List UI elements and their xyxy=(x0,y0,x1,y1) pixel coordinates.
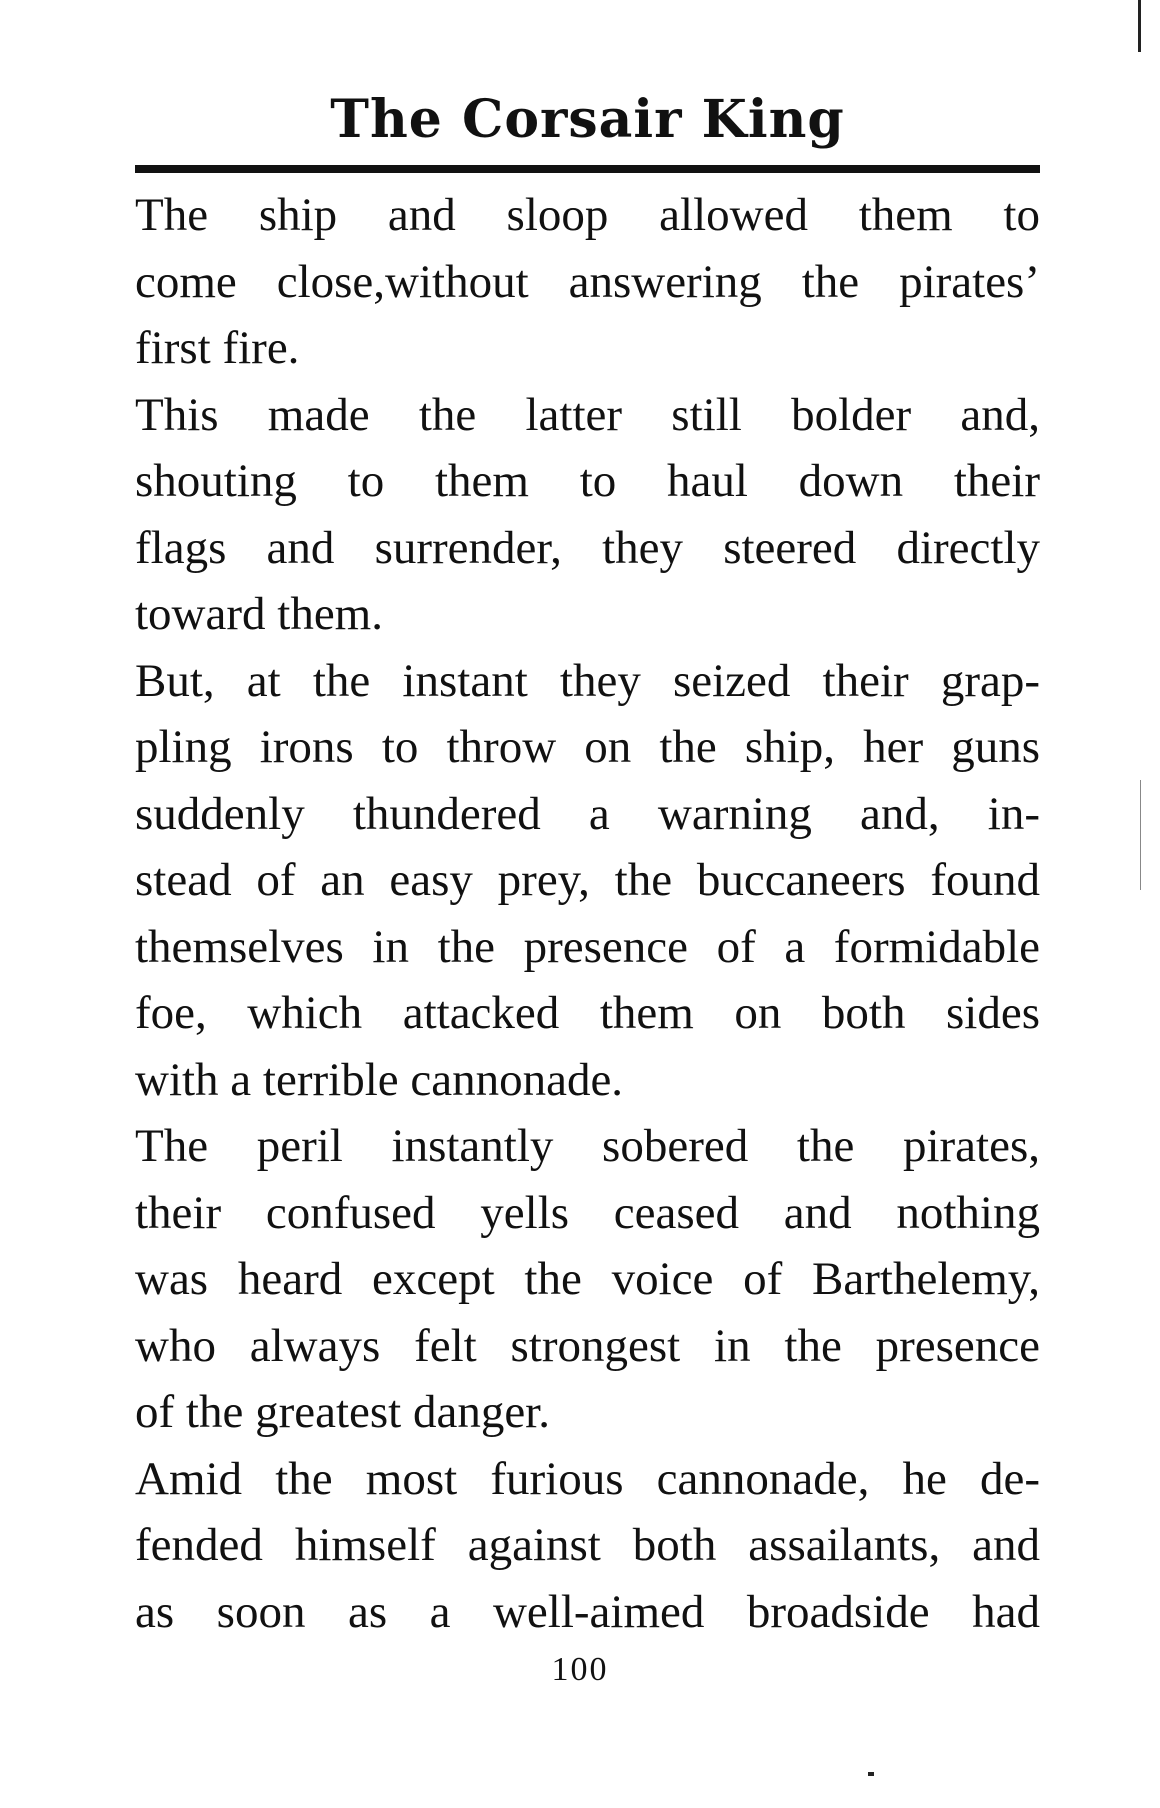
text-line: their confused yells ceased and nothing xyxy=(135,1186,1040,1239)
text-line: toward them. xyxy=(135,588,383,640)
text-line: first fire. xyxy=(135,322,300,374)
text-line: suddenly thundered a warning and, in- xyxy=(135,787,1040,840)
scan-edge-mark xyxy=(1140,780,1141,890)
page-number: 100 xyxy=(551,1651,609,1688)
text-line: fended himself against both assailants, and xyxy=(135,1519,1040,1571)
text-line: as soon as a well-aimed broadside had xyxy=(135,1585,1040,1638)
text-line: who always felt strongest in the presence xyxy=(135,1319,1040,1372)
text-line: come close,without answering the pirates’ xyxy=(135,255,1040,308)
header-rule xyxy=(135,165,1040,173)
scan-edge-mark xyxy=(868,1772,874,1776)
text-line: The peril instantly sobered the pirates, xyxy=(135,1120,1040,1172)
text-line: of the greatest danger. xyxy=(135,1386,550,1438)
text-line: The ship and sloop allowed them to xyxy=(135,189,1040,241)
text-line: pling irons to throw on the ship, her guns xyxy=(135,721,1040,773)
body-text xyxy=(135,182,1040,1645)
text-line: stead of an easy prey, the buccaneers found xyxy=(135,854,1040,906)
text-line: flags and surrender, they steered directly xyxy=(135,521,1040,574)
running-head-title: The Corsair King xyxy=(330,89,845,150)
scan-edge-mark xyxy=(1138,0,1141,52)
text-line: Amid the most furious cannonade, he de- xyxy=(135,1452,1040,1505)
text-line: was heard except the voice of Barthelemy, xyxy=(135,1253,1040,1305)
text-line: themselves in the presence of a formidable xyxy=(135,920,1040,973)
text-line: with a terrible cannonade. xyxy=(135,1053,624,1106)
text-line: shouting to them to haul down their xyxy=(135,455,1040,507)
text-line: This made the latter still bolder and, xyxy=(135,388,1040,441)
text-line: But, at the instant they seized their grap- xyxy=(135,654,1040,707)
text-line: foe, which attacked them on both sides xyxy=(135,987,1040,1039)
